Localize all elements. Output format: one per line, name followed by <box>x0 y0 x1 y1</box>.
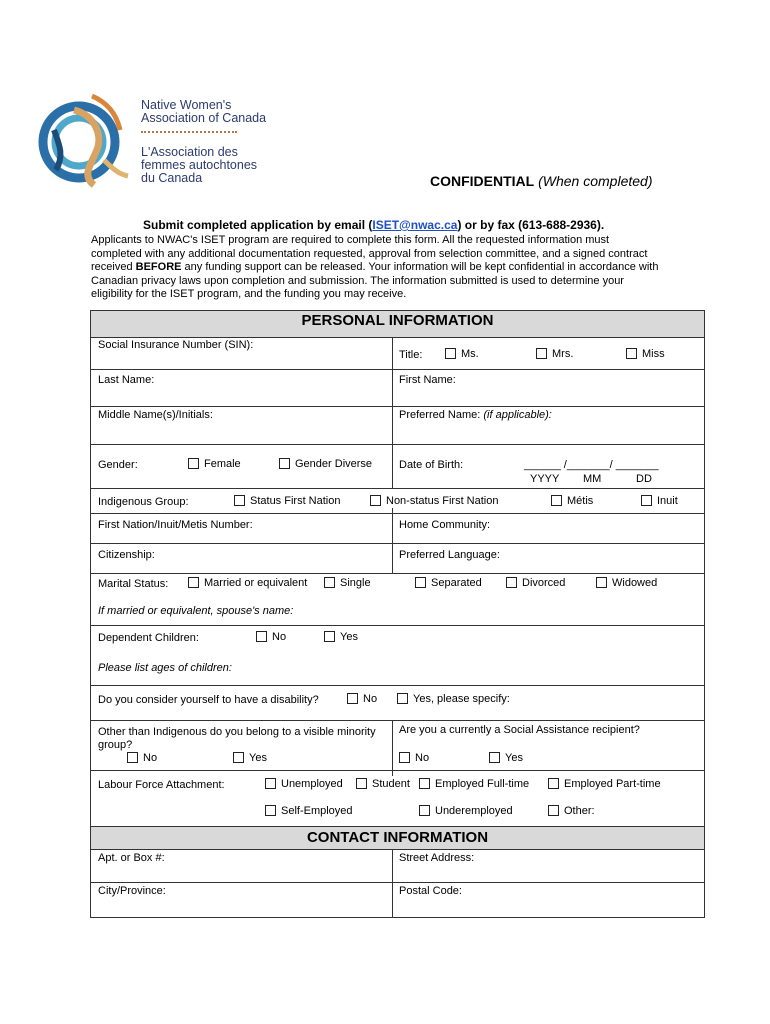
other-checkbox[interactable] <box>548 805 595 818</box>
divorced-checkbox[interactable] <box>506 577 565 590</box>
title-mrs-checkbox[interactable] <box>536 348 573 361</box>
status-first-nation-checkbox[interactable] <box>234 495 340 508</box>
when-completed-label: (When completed) <box>538 173 653 189</box>
metis-checkbox[interactable] <box>551 495 593 508</box>
street-address-label: Street Address: <box>399 852 475 864</box>
intro-before: BEFORE <box>135 261 182 273</box>
title-label: Title: <box>399 349 423 361</box>
children-ages-label: Please list ages of children: <box>98 662 232 674</box>
separated-checkbox[interactable] <box>415 577 482 590</box>
gender-diverse-checkbox[interactable] <box>279 458 372 471</box>
intro-line: completed with any additional documentation requested, approval from selection committee, and a signed contract <box>91 247 648 260</box>
row-divider <box>90 685 705 686</box>
no-label: No <box>415 752 430 764</box>
personal-info-title: PERSONAL INFORMATION <box>301 312 494 329</box>
employed-part-checkbox[interactable] <box>548 778 661 791</box>
first-name-label: First Name: <box>399 374 456 386</box>
checkbox-icon <box>265 805 276 816</box>
checkbox-icon <box>641 495 652 506</box>
disability-question: Do you consider yourself to have a disability? <box>98 694 319 706</box>
self-employed-label: Self-Employed <box>281 805 353 817</box>
visible-minority-line2: group? <box>98 739 133 751</box>
checkbox-icon <box>188 458 199 469</box>
checkbox-icon <box>188 577 199 588</box>
marital-status-label: Marital Status: <box>98 578 169 590</box>
checkbox-icon <box>548 805 559 816</box>
checkbox-icon <box>347 693 358 704</box>
dependent-children-yes-checkbox[interactable] <box>324 631 358 644</box>
checkbox-icon <box>370 495 381 506</box>
nwac-logo <box>34 90 134 190</box>
underemployed-checkbox[interactable] <box>419 805 513 818</box>
row-divider <box>90 369 705 370</box>
postal-code-label: Postal Code: <box>399 885 462 897</box>
divorced-label: Divorced <box>522 577 566 589</box>
column-divider <box>392 720 393 776</box>
checkbox-icon <box>356 778 367 789</box>
yes-specify-label: Yes, please specify: <box>413 693 510 705</box>
table-border-bottom <box>90 917 705 918</box>
spouse-name-label: If married or equivalent, spouse's name: <box>98 605 294 617</box>
checkbox-icon <box>596 577 607 588</box>
visible-minority-no-checkbox[interactable] <box>127 752 157 765</box>
widowed-checkbox[interactable] <box>596 577 657 590</box>
checkbox-icon <box>551 495 562 506</box>
email-link[interactable]: ISET@nwac.ca <box>372 218 458 232</box>
dob-dd: DD <box>636 473 652 485</box>
home-community-label: Home Community: <box>399 519 491 531</box>
row-divider <box>90 513 705 514</box>
checkbox-icon <box>445 348 456 359</box>
preferred-name-label <box>399 409 552 422</box>
checkbox-icon <box>506 577 517 588</box>
single-label: Single <box>340 577 371 589</box>
if-applicable-text: (if applicable): <box>483 409 552 421</box>
separated-label: Separated <box>431 577 482 589</box>
title-miss-checkbox[interactable] <box>626 348 665 361</box>
title-ms-label: Ms. <box>461 348 479 360</box>
column-divider <box>392 849 393 918</box>
last-name-label: Last Name: <box>98 374 155 386</box>
intro-line: Applicants to NWAC's ISET program are required to complete this form. All the requested information must <box>91 234 610 246</box>
row-divider <box>90 488 705 489</box>
social-assistance-no-checkbox[interactable] <box>399 752 429 765</box>
dob-yyyy: YYYY <box>530 473 560 485</box>
column-divider <box>392 337 393 574</box>
visible-minority-question <box>98 726 376 752</box>
city-province-label: City/Province: <box>98 885 166 897</box>
checkbox-icon <box>234 495 245 506</box>
intro-received: received <box>91 261 136 273</box>
female-label: Female <box>204 458 241 470</box>
non-status-first-nation-checkbox[interactable] <box>370 495 498 508</box>
submit-post: ) or by fax (613-688-2936). <box>457 218 605 232</box>
sin-label: Social Insurance Number (SIN): <box>98 339 254 351</box>
checkbox-icon <box>536 348 547 359</box>
logo-en-line1: Native Women's <box>141 98 232 112</box>
dependent-children-label: Dependent Children: <box>98 632 199 644</box>
row-divider <box>90 543 705 544</box>
logo-divider <box>141 131 237 133</box>
contact-info-title: CONTACT INFORMATION <box>306 829 489 846</box>
yes-label: Yes <box>505 752 523 764</box>
social-assistance-question: Are you a currently a Social Assistance recipient? <box>399 724 640 736</box>
middle-name-label: Middle Name(s)/Initials: <box>98 409 213 421</box>
gender-diverse-label: Gender Diverse <box>295 458 373 470</box>
row-divider <box>90 406 705 407</box>
title-ms-checkbox[interactable] <box>445 348 479 361</box>
single-checkbox[interactable] <box>324 577 371 590</box>
intro-line: Canadian privacy laws upon completion and submission. The information submitted is used to determine your <box>91 274 624 287</box>
row-divider <box>90 625 705 626</box>
checkbox-icon <box>397 693 408 704</box>
disability-no-checkbox[interactable] <box>347 693 377 706</box>
indigenous-group-label: Indigenous Group: <box>98 496 189 508</box>
status-first-nation-label: Status First Nation <box>250 495 341 507</box>
checkbox-icon <box>419 805 430 816</box>
other-label: Other: <box>564 805 595 817</box>
no-label: No <box>272 631 287 643</box>
social-assistance-yes-checkbox[interactable] <box>489 752 523 765</box>
intro-line-rest: any funding support can be released. Your information will be kept confidential in accordance with <box>184 261 659 273</box>
confidential-label: CONFIDENTIAL <box>430 173 535 189</box>
fn-number-label: First Nation/Inuit/Metis Number: <box>98 519 253 531</box>
visible-minority-line1: Other than Indigenous do you belong to a visible minority <box>98 726 376 738</box>
row-divider <box>90 770 705 771</box>
checkbox-icon <box>127 752 138 763</box>
dependent-children-no-checkbox[interactable] <box>256 631 286 644</box>
metis-label: Métis <box>567 495 594 507</box>
title-mrs-label: Mrs. <box>552 348 574 360</box>
gender-label: Gender: <box>98 459 138 471</box>
checkbox-icon <box>548 778 559 789</box>
nwac-emblem-icon <box>34 90 134 190</box>
unemployed-label: Unemployed <box>281 778 343 790</box>
married-label: Married or equivalent <box>204 577 308 589</box>
confidential-heading <box>430 173 653 189</box>
yes-label: Yes <box>340 631 358 643</box>
checkbox-icon <box>626 348 637 359</box>
title-miss-label: Miss <box>642 348 665 360</box>
employed-full-checkbox[interactable] <box>419 778 529 791</box>
dob-mm: MM <box>583 473 602 485</box>
student-label: Student <box>372 778 410 790</box>
no-label: No <box>363 693 378 705</box>
row-divider <box>90 573 705 574</box>
employed-full-label: Employed Full-time <box>435 778 530 790</box>
logo-fr-line1: L'Association des <box>141 145 238 159</box>
checkbox-icon <box>489 752 500 763</box>
row-divider <box>90 849 705 850</box>
labour-force-label: Labour Force Attachment: <box>98 779 225 791</box>
checkbox-icon <box>265 778 276 789</box>
checkbox-icon <box>324 577 335 588</box>
intro-line <box>91 261 658 275</box>
preferred-name-text: Preferred Name: <box>399 409 481 421</box>
checkbox-icon <box>256 631 267 642</box>
underemployed-label: Underemployed <box>435 805 513 817</box>
no-label: No <box>143 752 158 764</box>
logo-fr-line3: du Canada <box>141 171 203 185</box>
gender-female-checkbox[interactable] <box>188 458 241 471</box>
visible-minority-yes-checkbox[interactable] <box>233 752 267 765</box>
preferred-language-label: Preferred Language: <box>399 549 500 561</box>
yes-label: Yes <box>249 752 267 764</box>
row-divider <box>90 720 705 721</box>
checkbox-icon <box>233 752 244 763</box>
checkbox-icon <box>419 778 430 789</box>
dob-input[interactable]: ______ /_______/ _______ <box>524 459 659 471</box>
disability-yes-checkbox[interactable] <box>397 693 510 706</box>
row-divider <box>90 882 705 883</box>
non-status-first-nation-label: Non-status First Nation <box>386 495 499 507</box>
submit-instructions <box>143 218 604 232</box>
row-divider <box>90 444 705 445</box>
inuit-checkbox[interactable] <box>641 495 678 508</box>
checkbox-icon <box>399 752 410 763</box>
submit-pre: Submit completed application by email ( <box>143 218 373 232</box>
inuit-label: Inuit <box>657 495 678 507</box>
checkbox-icon <box>279 458 290 469</box>
student-checkbox[interactable] <box>356 778 410 791</box>
citizenship-label: Citizenship: <box>98 549 155 561</box>
dob-label: Date of Birth: <box>399 459 464 471</box>
widowed-label: Widowed <box>612 577 658 589</box>
logo-en-line2: Association of Canada <box>141 111 267 125</box>
married-checkbox[interactable] <box>188 577 307 590</box>
checkbox-icon <box>324 631 335 642</box>
apt-box-label: Apt. or Box #: <box>98 852 165 864</box>
self-employed-checkbox[interactable] <box>265 805 353 818</box>
logo-fr-line2: femmes autochtones <box>141 158 258 172</box>
checkbox-icon <box>415 577 426 588</box>
employed-part-label: Employed Part-time <box>564 778 661 790</box>
intro-line: eligibility for the ISET program, and the funding you may receive. <box>91 288 407 300</box>
unemployed-checkbox[interactable] <box>265 778 343 791</box>
intro-paragraph <box>91 234 658 302</box>
